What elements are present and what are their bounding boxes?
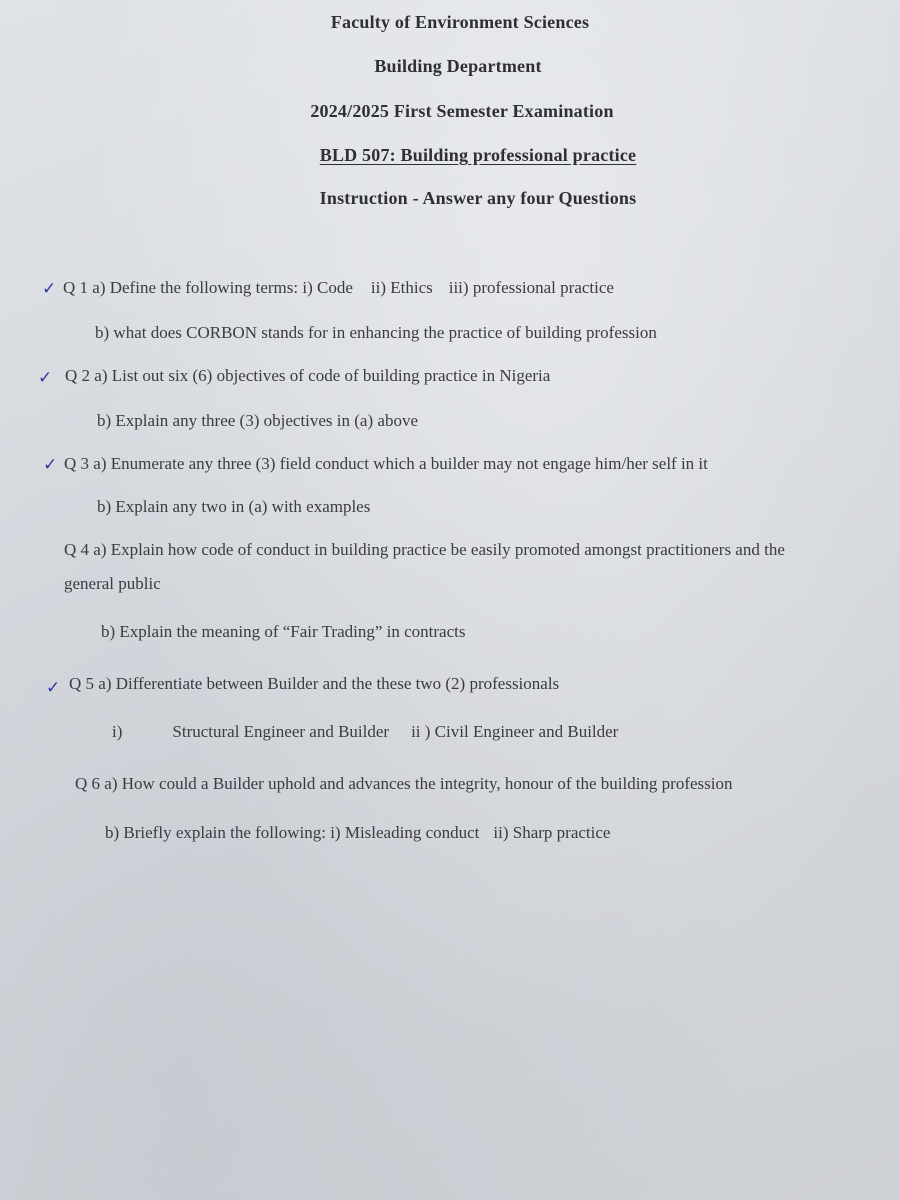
- question-2a: Q 2 a) List out six (6) objectives of code of building practice in Nigeria: [65, 366, 551, 385]
- department-title: Building Department: [374, 56, 542, 76]
- faculty-title: Faculty of Environment Sciences: [330, 12, 590, 32]
- question-5-option-i: Structural Engineer and Builder: [172, 722, 390, 741]
- question-6a: Q 6 a) How could a Builder uphold and advances the integrity, honour of the building profession: [75, 774, 733, 793]
- question-5-option-ii: ii ) Civil Engineer and Builder: [411, 722, 619, 741]
- question-5-option-i-label: i): [112, 722, 123, 741]
- question-4a-line-2: general public: [64, 574, 161, 593]
- question-1a-iii: iii) professional practice: [448, 278, 614, 297]
- question-6b-ii: ii) Sharp practice: [493, 823, 611, 842]
- instruction-line: Instruction - Answer any four Questions: [319, 188, 637, 208]
- question-3a: Q 3 a) Enumerate any three (3) field conduct which a builder may not engage him/her self in it: [64, 454, 708, 473]
- question-6b: [105, 823, 610, 843]
- check-mark-icon: ✓: [42, 279, 57, 299]
- course-title-text: BLD 507: Building professional practice: [319, 145, 637, 165]
- check-mark-icon: ✓: [46, 678, 61, 698]
- question-1a-lead: Q 1 a) Define the following terms: i) Code: [63, 278, 353, 297]
- question-5a: Q 5 a) Differentiate between Builder and the these two (2) professionals: [69, 674, 560, 693]
- question-5-options: [112, 722, 618, 742]
- question-1a-ii: ii) Ethics: [370, 278, 433, 297]
- question-1a: [63, 278, 614, 298]
- question-1b: b) what does CORBON stands for in enhancing the practice of building profession: [95, 323, 657, 342]
- course-title: [28, 145, 900, 166]
- question-6b-lead: b) Briefly explain the following: i) Misleading conduct: [105, 823, 480, 842]
- question-2b: b) Explain any three (3) objectives in (a) above: [97, 411, 418, 430]
- question-4b: b) Explain the meaning of “Fair Trading” in contracts: [101, 622, 466, 641]
- exam-title: 2024/2025 First Semester Examination: [310, 101, 614, 121]
- check-mark-icon: ✓: [38, 368, 53, 388]
- check-mark-icon: ✓: [43, 455, 58, 475]
- question-4a-line-1: Q 4 a) Explain how code of conduct in building practice be easily promoted amongst practitioners and the: [64, 540, 785, 559]
- question-3b: b) Explain any two in (a) with examples: [97, 497, 371, 516]
